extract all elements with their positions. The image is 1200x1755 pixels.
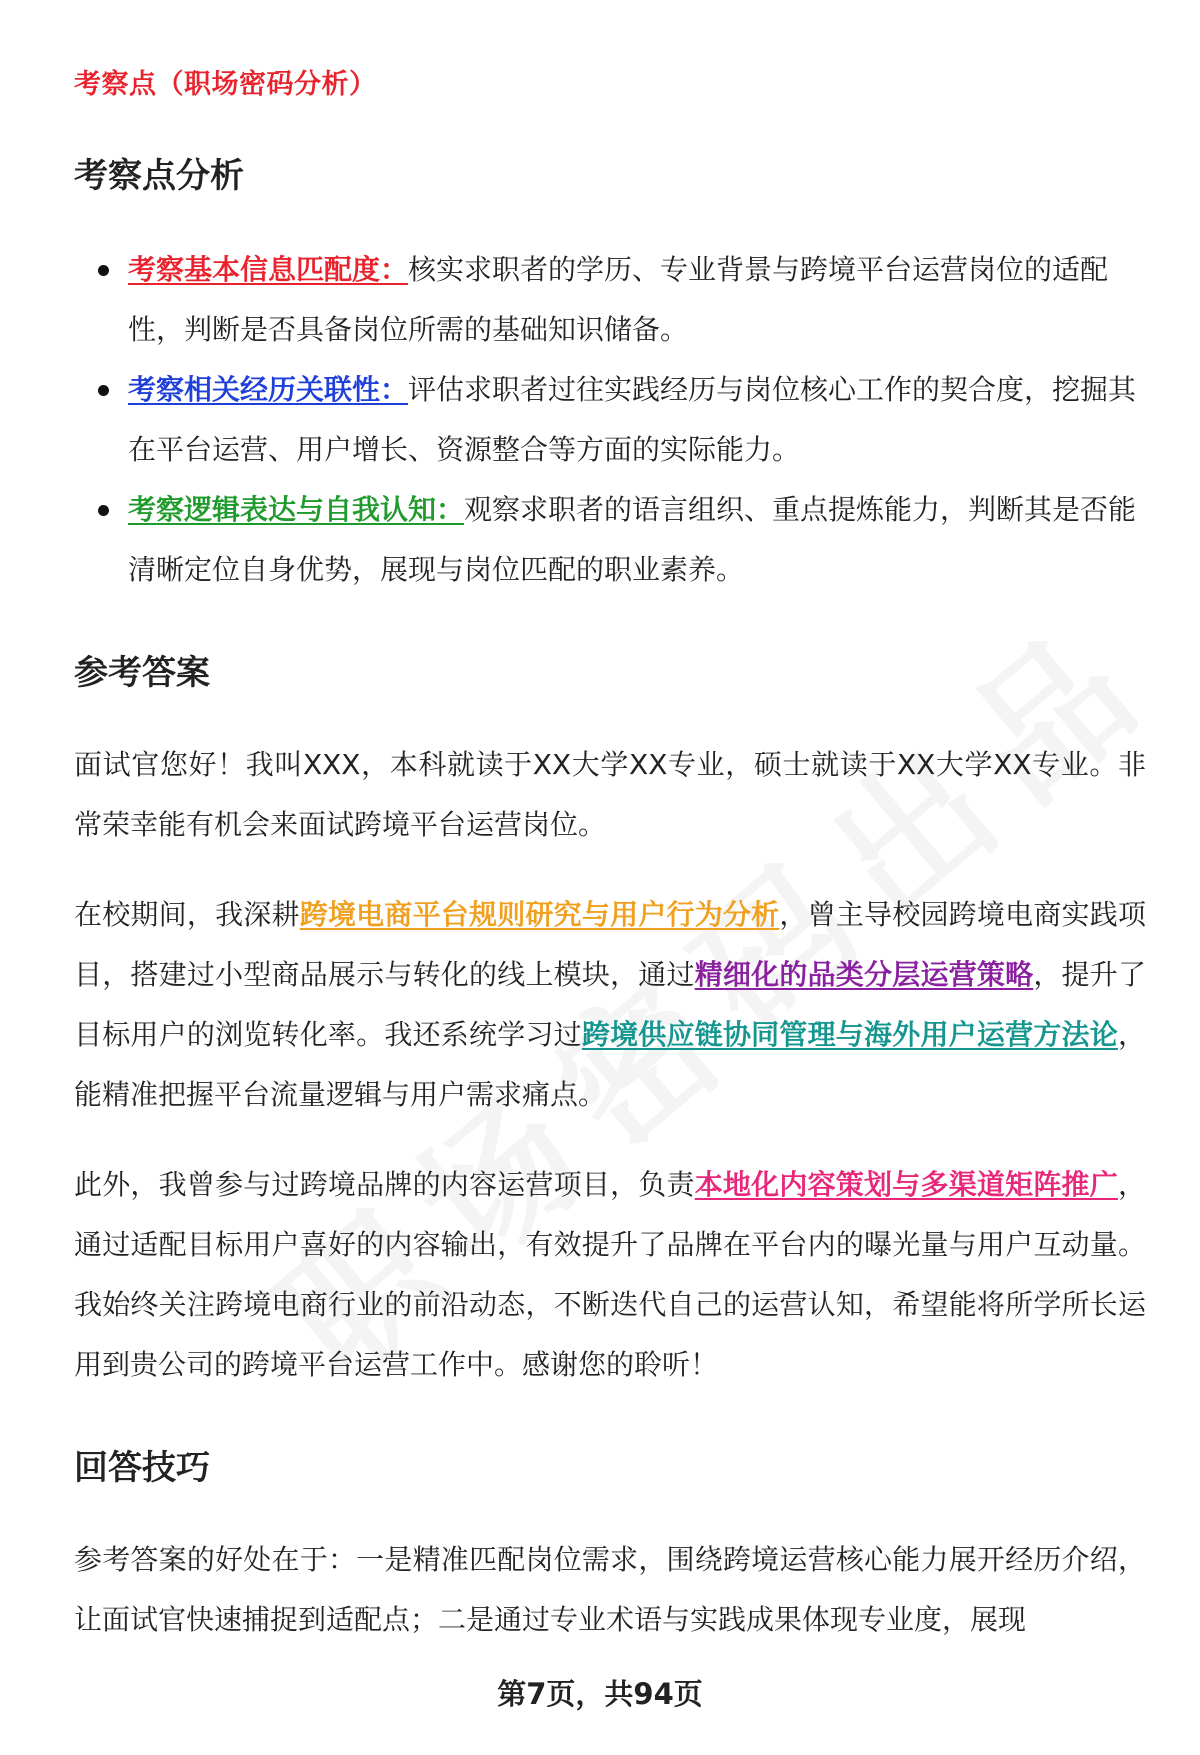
point-keyword: 考察逻辑表达与自我认知： (128, 493, 465, 526)
answer-heading: 参考答案 (74, 653, 210, 693)
answer-paragraph-2 (74, 885, 1146, 1125)
paragraph-text: 在校期间，我深耕 (74, 898, 300, 931)
tips-paragraph: 参考答案的好处在于：一是精准匹配岗位需求，围绕跨境运营核心能力展开经历介绍，让面试官快速捕捉到适配点；二是通过专业术语与实践成果体现专业度，展现 (74, 1543, 1146, 1636)
bullet-icon (98, 265, 109, 276)
highlight-keyword: 本地化内容策划与多渠道矩阵推广 (694, 1168, 1118, 1201)
point-keyword: 考察基本信息匹配度： (128, 253, 409, 286)
tips-heading: 回答技巧 (74, 1448, 210, 1488)
point-keyword: 考察相关经历关联性： (128, 373, 409, 406)
paragraph-text: ，通过适配目标用户喜好的内容输出，有效提升了品牌在平台内的曝光量与用户互动量。我始终关注跨境电商行业的前沿动态，不断迭代自己的运营认知，希望能将所学所长运用到贵公司的跨境平台运营工作中。感谢您的聆听！ (74, 1168, 1146, 1381)
bullet-icon (98, 385, 109, 396)
list-item (74, 480, 1146, 600)
answer-paragraph-1: 面试官您好！我叫XXX，本科就读于XX大学XX专业，硕士就读于XX大学XX专业。非常荣幸能有机会来面试跨境平台运营岗位。 (74, 748, 1146, 841)
paragraph-text: ，能精准把握平台流量逻辑与用户需求痛点。 (74, 1018, 1146, 1111)
highlight-keyword: 跨境供应链协同管理与海外用户运营方法论 (581, 1018, 1118, 1051)
analysis-heading: 考察点分析 (74, 156, 244, 196)
paragraph-text: ，曾主导校园跨境电商实践项目，搭建过小型商品展示与转化的线上模块，通过 (74, 898, 1146, 991)
page-number: 第7页，共94页 (497, 1677, 703, 1711)
point-text: 核实求职者的学历、专业背景与跨境平台运营岗位的适配性，判断是否具备岗位所需的基础知识储备。 (128, 253, 1109, 346)
point-text: 观察求职者的语言组织、重点提炼能力，判断其是否能清晰定位自身优势，展现与岗位匹配的职业素养。 (128, 493, 1137, 586)
paragraph-text: 此外，我曾参与过跨境品牌的内容运营项目，负责 (74, 1168, 695, 1201)
list-item (74, 240, 1146, 360)
paragraph-text: ，提升了目标用户的浏览转化率。我还系统学习过 (74, 958, 1146, 1051)
points-list (74, 240, 1146, 600)
highlight-keyword: 跨境电商平台规则研究与用户行为分析 (299, 898, 780, 931)
highlight-keyword: 精细化的品类分层运营策略 (694, 958, 1034, 991)
page-title: 考察点（职场密码分析） (74, 69, 377, 100)
bullet-icon (98, 505, 109, 516)
answer-paragraph-3 (74, 1155, 1146, 1395)
list-item (74, 360, 1146, 480)
point-text: 评估求职者过往实践经历与岗位核心工作的契合度，挖掘其在平台运营、用户增长、资源整合等方面的实际能力。 (128, 373, 1137, 466)
